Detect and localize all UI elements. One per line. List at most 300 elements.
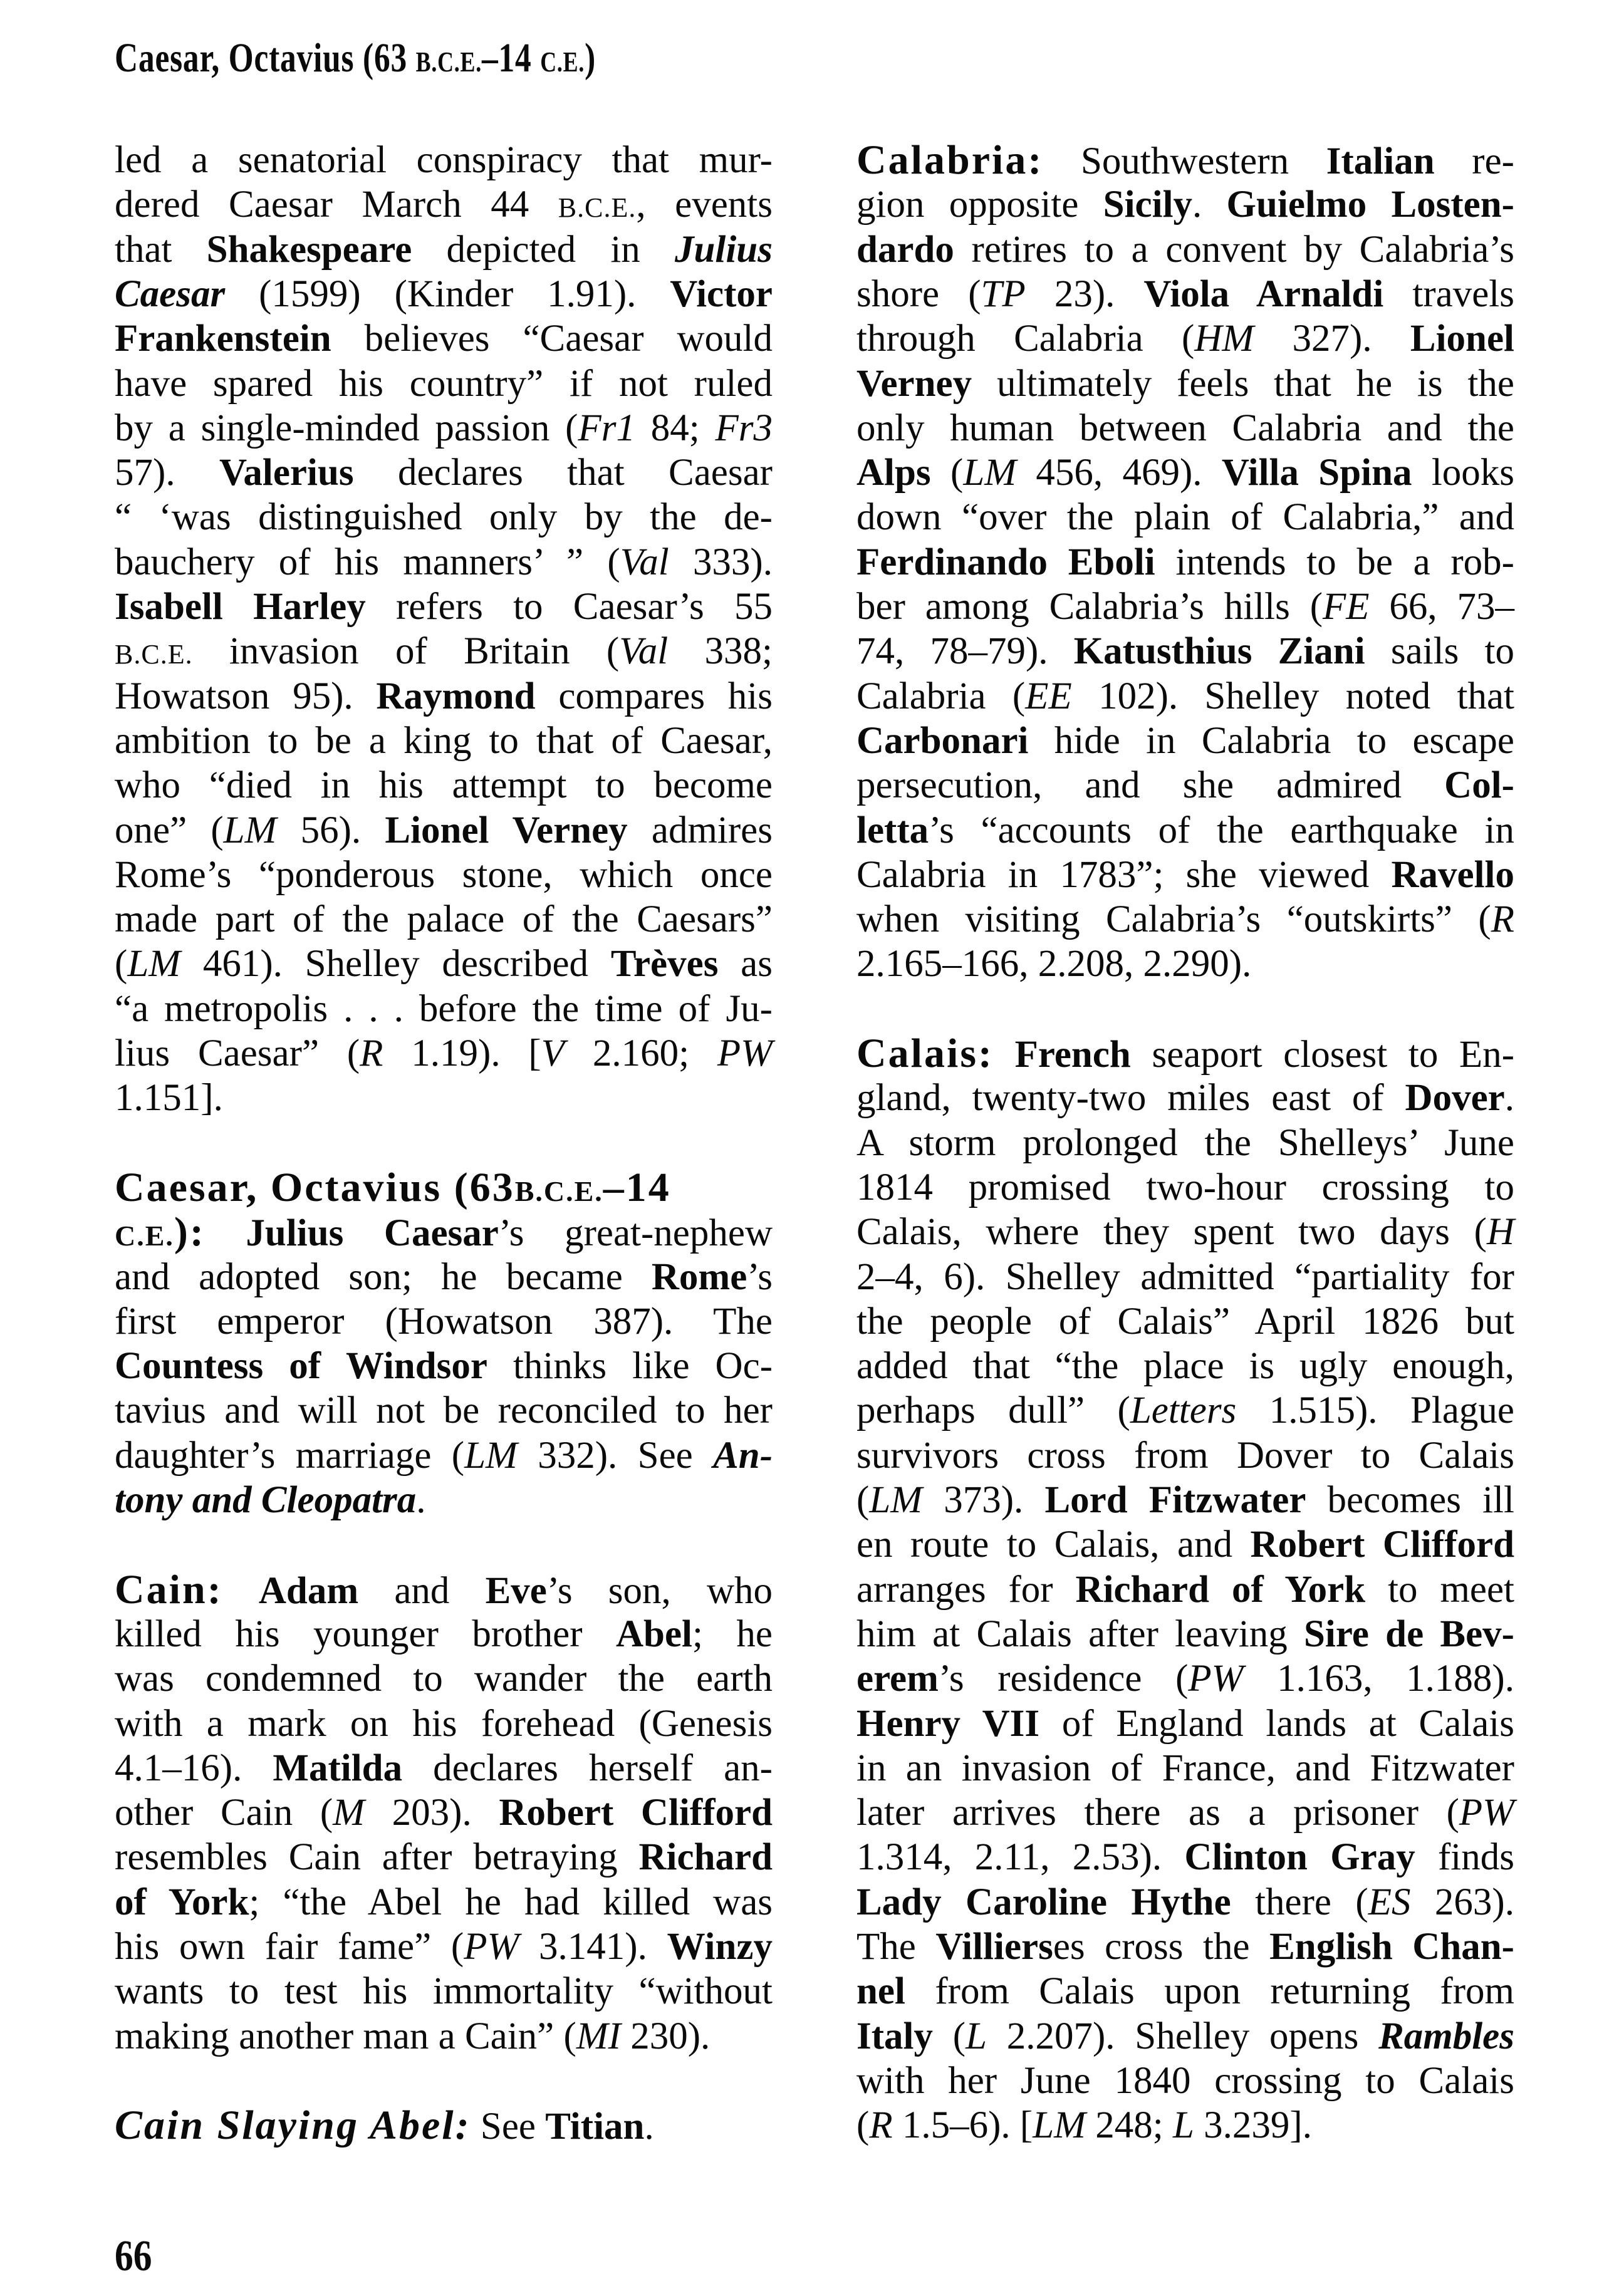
- text-run: 373).: [922, 1479, 1045, 1521]
- italic-title: EE: [1025, 675, 1072, 717]
- text-run: .: [1504, 1077, 1514, 1119]
- entry-text-line: [856, 1790, 1514, 1836]
- text-run: that: [115, 228, 207, 271]
- cross-reference: Frankenstein: [115, 318, 331, 360]
- cross-reference: Shakespeare: [206, 228, 412, 271]
- cross-reference: Ravello: [1391, 853, 1514, 896]
- text-run: shore (: [856, 273, 981, 315]
- entry-text-line: [115, 1031, 773, 1076]
- cross-reference: Abel: [616, 1613, 692, 1655]
- text-run: [994, 1034, 1015, 1076]
- italic-title: Val: [619, 630, 669, 673]
- text-run: dered Caesar March 44: [115, 184, 558, 226]
- cross-reference: French: [1014, 1034, 1131, 1076]
- entry-text-line: [856, 1925, 1514, 1970]
- entry-text-line: [115, 1344, 773, 1389]
- cross-reference: of York: [115, 1881, 249, 1923]
- cross-reference: Verney: [856, 362, 972, 405]
- entry-text-line: [115, 1210, 773, 1255]
- entry-text-line: [856, 182, 1514, 227]
- entry-headword-line: [856, 1031, 1514, 1076]
- italic-title: Rambles: [1378, 2015, 1514, 2057]
- text-run: 2.165–166, 2.208, 2.290).: [856, 943, 1252, 985]
- entry-text-line: [856, 1165, 1514, 1210]
- italic-title: PW: [1459, 1792, 1514, 1834]
- cross-reference: Trèves: [610, 943, 719, 985]
- text-run: have spared his country” if not ruled: [115, 362, 773, 405]
- text-run: 1.151].: [115, 1077, 223, 1119]
- text-run: ’s “accounts of the earthquake in: [929, 809, 1514, 851]
- text-run: ’s son, who: [546, 1569, 773, 1612]
- entry-headword-line: [115, 1567, 773, 1613]
- text-run: 461). Shelley described: [180, 943, 611, 985]
- entry-text-line: [856, 584, 1514, 630]
- text-run: (: [930, 452, 964, 494]
- text-run: 203).: [364, 1792, 499, 1834]
- text-run: there (: [1231, 1881, 1368, 1923]
- entry-text-line: [856, 897, 1514, 942]
- cross-reference: dardo: [856, 228, 954, 271]
- running-head-segment: C.E.: [540, 46, 585, 78]
- entry-text-line: [856, 272, 1514, 317]
- entry-text-line: [115, 1656, 773, 1701]
- text-run: led a senatorial conspiracy that mur-: [115, 139, 773, 181]
- entry-text-line: [856, 808, 1514, 853]
- text-run: 2–4, 6). Shelley admitted “partiality for: [856, 1255, 1514, 1298]
- text-run: ’s: [747, 1255, 773, 1298]
- entry-text-line: [115, 406, 773, 451]
- entry-text-line: [115, 495, 773, 540]
- entry-text-line: [115, 1299, 773, 1344]
- text-run: 23).: [1025, 273, 1144, 315]
- cross-reference: Isabell Harley: [115, 586, 366, 628]
- text-run: other Cain (: [115, 1792, 333, 1834]
- entry-text-line: [856, 1433, 1514, 1478]
- entry-text-line: [856, 2103, 1514, 2148]
- entry-text-line: [115, 629, 773, 674]
- running-head-segment: B.C.E.: [415, 46, 482, 78]
- entry-text-line: [115, 2014, 773, 2059]
- cross-reference: Valerius: [219, 452, 354, 494]
- text-run: ’s great-nephew: [498, 1212, 773, 1255]
- text-run: from Calais upon returning from: [905, 1970, 1514, 2013]
- entry-text-line: [115, 1701, 773, 1747]
- text-run: compares his: [535, 675, 773, 717]
- text-run: him at Calais after leaving: [856, 1613, 1304, 1655]
- entry-text-line: [115, 316, 773, 361]
- text-run: 3.141).: [519, 1926, 667, 1968]
- text-run: admires: [627, 809, 773, 851]
- entry-text-line: [856, 853, 1514, 898]
- text-run: 456, 469).: [1016, 452, 1222, 494]
- text-run: 1.314, 2.11, 2.53).: [856, 1836, 1185, 1879]
- cross-reference: Eve: [485, 1569, 547, 1612]
- cross-reference: Italian: [1326, 140, 1435, 182]
- italic-title: PW: [1188, 1658, 1244, 1700]
- text-run: later arrives there as a prisoner (: [856, 1792, 1459, 1834]
- text-run: 333).: [669, 541, 773, 583]
- cross-reference: Villiers: [935, 1926, 1053, 1968]
- text-run: en route to Calais, and: [856, 1524, 1251, 1566]
- text-run: daughter’s marriage (: [115, 1434, 465, 1477]
- text-run: seaport closest to En-: [1130, 1034, 1515, 1076]
- cross-reference: Viola Arnaldi: [1143, 273, 1384, 315]
- italic-title: LM: [127, 943, 181, 985]
- text-run: [223, 1570, 259, 1612]
- text-run: 1.163, 1.188).: [1243, 1658, 1514, 1700]
- italic-title: M: [333, 1792, 365, 1834]
- text-run: 57).: [115, 452, 219, 494]
- entry-text-line: [115, 674, 773, 719]
- italic-title: Fr1: [578, 407, 635, 449]
- text-run: and adopted son; he became: [115, 1255, 652, 1298]
- text-run: ; he: [692, 1613, 773, 1655]
- entry-text-line: [115, 808, 773, 853]
- text-run: Calabria in 1783”; she viewed: [856, 853, 1392, 896]
- running-head-segment: Caesar, Octavius (63: [115, 35, 416, 81]
- text-run: becomes ill: [1306, 1479, 1514, 1521]
- headword: Caesar, Octavius (63: [115, 1164, 515, 1210]
- text-run: believes “Caesar would: [331, 318, 773, 360]
- text-run: 3.239].: [1194, 2104, 1312, 2147]
- entry-text-line: [856, 1388, 1514, 1433]
- text-run: 1.19). [: [383, 1032, 541, 1074]
- text-run: his own fair fame” (: [115, 1926, 464, 1968]
- text-run: ’s residence (: [938, 1658, 1189, 1700]
- cross-reference: Dover: [1405, 1077, 1505, 1119]
- entry-text-line: [115, 584, 773, 630]
- headword: B.C.E.: [514, 1175, 603, 1207]
- text-run: down “over the plain of Calabria,” and: [856, 496, 1514, 539]
- cross-reference: Sire de Bev-: [1303, 1613, 1514, 1655]
- entry-text-line: [115, 361, 773, 407]
- entry-text-line: [856, 2059, 1514, 2104]
- italic-title: tony and Cleopatra: [115, 1479, 417, 1521]
- text-run: depicted in: [412, 228, 675, 271]
- small-caps-era: B.C.E.: [558, 192, 637, 224]
- entry-text-line: [856, 942, 1514, 987]
- headword: –14: [603, 1164, 671, 1210]
- cross-reference: Henry VII: [856, 1702, 1040, 1745]
- cross-reference: Alps: [856, 452, 931, 494]
- running-head: [115, 36, 628, 80]
- text-run: 84;: [635, 407, 716, 449]
- italic-title: Caesar: [115, 273, 226, 315]
- italic-title: TP: [981, 273, 1026, 315]
- entry-text-line: [856, 227, 1514, 273]
- text-run: (: [115, 943, 128, 985]
- text-run: sails to: [1365, 630, 1514, 673]
- small-caps-era: B.C.E.: [115, 639, 193, 670]
- italic-title: Julius: [674, 228, 773, 271]
- text-run: 102). Shelley noted that: [1071, 675, 1514, 717]
- entry-text-line: [115, 1969, 773, 2014]
- italic-title: Fr3: [715, 407, 773, 449]
- text-run: invasion of Britain (: [192, 630, 620, 673]
- cross-reference: English Chan-: [1269, 1926, 1515, 1968]
- cross-reference: Richard of York: [1075, 1568, 1366, 1611]
- cross-reference: Robert Clifford: [499, 1792, 773, 1834]
- cross-reference: Lionel: [1410, 318, 1514, 360]
- text-run: 4.1–16).: [115, 1747, 273, 1789]
- entry-text-line: [115, 942, 773, 987]
- cross-reference: Winzy: [667, 1926, 773, 1968]
- cross-reference: Ferdinando Eboli: [856, 541, 1155, 583]
- cross-reference: erem: [856, 1658, 939, 1700]
- text-run: persecution, and she admired: [856, 764, 1445, 807]
- cross-reference: Richard: [638, 1836, 773, 1879]
- italic-title: H: [1486, 1211, 1514, 1254]
- text-run: only human between Calabria and the: [856, 407, 1514, 449]
- entry-text-line: [856, 2014, 1514, 2059]
- italic-title: FE: [1323, 586, 1370, 628]
- entry-text-line: [856, 1522, 1514, 1567]
- text-run: who “died in his attempt to become: [115, 764, 773, 807]
- text-run: re-: [1434, 140, 1514, 182]
- entry-text-line: [856, 361, 1514, 407]
- text-run: refers to Caesar’s 55: [365, 586, 773, 628]
- cross-reference: nel: [856, 1970, 905, 2013]
- entry-text-line: [115, 450, 773, 496]
- entry-text-line: [856, 1121, 1514, 1166]
- cross-reference: Lord Fitzwater: [1044, 1479, 1306, 1521]
- entry-text-line: [856, 719, 1514, 764]
- entry-text-line: [115, 1388, 773, 1433]
- entry-text-line: [115, 1255, 773, 1300]
- text-run: tavius and will not be reconciled to her: [115, 1390, 773, 1432]
- text-run: to meet: [1365, 1568, 1514, 1611]
- text-run: as: [718, 943, 773, 985]
- text-run: (: [856, 1479, 870, 1521]
- entry-text-line: [856, 763, 1514, 808]
- text-run: finds: [1415, 1836, 1514, 1879]
- page-number: 66: [115, 2232, 152, 2280]
- italic-title: V: [541, 1032, 565, 1074]
- headword: Cain Slaying Abel:: [115, 2102, 471, 2149]
- entry-text-line: [115, 1478, 773, 1523]
- text-run: ber among Calabria’s hills (: [856, 586, 1323, 628]
- entry-text-line: [856, 1255, 1514, 1300]
- text-run: The: [856, 1926, 936, 1968]
- cross-reference: Victor: [670, 273, 773, 315]
- text-run: hide in Calabria to escape: [1028, 719, 1514, 762]
- text-run: 56).: [276, 809, 385, 851]
- text-run: Southwestern: [1043, 140, 1326, 182]
- entry-text-line: [115, 272, 773, 317]
- italic-title: LM: [869, 1479, 923, 1521]
- entry-text-line: [856, 1880, 1514, 1925]
- cross-reference: Col-: [1444, 764, 1514, 807]
- text-run: made part of the palace of the Caesars”: [115, 898, 773, 941]
- text-run: retires to a convent by Calabria’s: [954, 228, 1514, 271]
- entry-text-line: [115, 1612, 773, 1657]
- text-run: killed his younger brother: [115, 1613, 616, 1655]
- text-run: Howatson 95).: [115, 675, 377, 717]
- text-run: 2.207). Shelley opens: [987, 2015, 1379, 2057]
- text-run: wants to test his immortality “without: [115, 1970, 773, 2013]
- text-run: was condemned to wander the earth: [115, 1658, 773, 1700]
- entry-text-line: [856, 495, 1514, 540]
- text-run: the people of Calais” April 1826 but: [856, 1300, 1514, 1343]
- entry-headword-line: [856, 138, 1514, 183]
- text-run: “a metropolis . . . before the time of Ju-: [115, 987, 773, 1030]
- text-run: thinks like Oc-: [487, 1345, 773, 1388]
- text-run: 248;: [1085, 2104, 1173, 2147]
- text-run: declares that Caesar: [353, 452, 773, 494]
- text-run: lius Caesar” (: [115, 1032, 360, 1074]
- entry-text-line: [115, 227, 773, 273]
- italic-title: ES: [1368, 1881, 1411, 1923]
- entry-headword-line: [115, 138, 773, 183]
- cross-reference: Guielmo Losten-: [1226, 184, 1514, 226]
- text-run: perhaps dull” (: [856, 1390, 1130, 1432]
- text-run: bauchery of his manners’ ” (: [115, 541, 620, 583]
- text-run: Rome’s “ponderous stone, which once: [115, 853, 773, 896]
- entry-text-line: [115, 1835, 773, 1880]
- entry-text-line: [856, 1210, 1514, 1255]
- text-run: ambition to be a king to that of Caesar,: [115, 719, 773, 762]
- text-run: Calabria (: [856, 675, 1026, 717]
- text-run: when visiting Calabria’s “outskirts” (: [856, 898, 1491, 941]
- italic-title: Letters: [1130, 1390, 1237, 1432]
- text-run: .: [1192, 184, 1227, 226]
- entry-text-line: [115, 1790, 773, 1836]
- cross-reference: Julius Caesar: [246, 1212, 499, 1255]
- text-run: gland, twenty-two miles east of: [856, 1077, 1405, 1119]
- text-run: with her June 1840 crossing to Calais: [856, 2059, 1514, 2102]
- italic-title: PW: [717, 1032, 773, 1074]
- cross-reference: Adam: [258, 1569, 359, 1612]
- text-run: making another man a Cain” (: [115, 2015, 576, 2057]
- entry-text-line: [856, 1969, 1514, 2014]
- italic-title: LM: [963, 452, 1017, 494]
- text-run: See: [471, 2106, 546, 2148]
- text-run: (: [856, 2104, 870, 2147]
- cross-reference: Titian: [545, 2106, 645, 2148]
- text-run: resembles Cain after betraying: [115, 1836, 639, 1879]
- entry-text-line: [115, 540, 773, 585]
- entry-text-line: [856, 450, 1514, 496]
- text-run: added that “the place is ugly enough,: [856, 1345, 1514, 1388]
- text-run: intends to be a rob-: [1155, 541, 1514, 583]
- text-run: first emperor (Howatson 387). The: [115, 1300, 773, 1343]
- entry-text-line: [856, 406, 1514, 451]
- text-run: 327).: [1254, 318, 1410, 360]
- italic-title: Val: [620, 541, 669, 583]
- text-run: travels: [1383, 273, 1514, 315]
- text-run: Calais, where they spent two days (: [856, 1211, 1487, 1254]
- entry-text-line: [856, 540, 1514, 585]
- headword: Calais:: [856, 1031, 994, 1076]
- entry-text-line: [115, 1880, 773, 1925]
- text-run: .: [416, 1479, 426, 1521]
- text-run: “ ‘was distinguished only by the de-: [115, 496, 773, 539]
- italic-title: R: [360, 1032, 383, 1074]
- entry-text-line: [856, 629, 1514, 674]
- text-run: 1.5–6). [: [892, 2104, 1033, 2147]
- text-run: ultimately feels that he is the: [972, 362, 1514, 405]
- entry-text-line: [115, 897, 773, 942]
- headword: Cain:: [115, 1566, 223, 1613]
- entry-text-line: [856, 1656, 1514, 1701]
- text-run: through Calabria (: [856, 318, 1195, 360]
- text-run: A storm prolonged the Shelleys’ June: [856, 1121, 1514, 1164]
- text-run: of England lands at Calais: [1039, 1702, 1514, 1745]
- entry-text-line: [115, 1925, 773, 1970]
- cross-reference: Rome: [651, 1255, 747, 1298]
- text-run: 1814 promised two-hour crossing to: [856, 1166, 1514, 1208]
- cross-reference: Robert Clifford: [1250, 1524, 1515, 1566]
- entry-text-line: [115, 853, 773, 898]
- entry-text-line: [115, 1746, 773, 1791]
- cross-reference: Lady Caroline Hythe: [856, 1881, 1231, 1923]
- text-run: with a mark on his forehead (Genesis: [115, 1702, 773, 1745]
- entry-headword-line: [115, 2103, 773, 2148]
- entry-text-line: [856, 1567, 1514, 1613]
- cross-reference: Raymond: [376, 675, 536, 717]
- text-run: arranges for: [856, 1568, 1076, 1611]
- entry-text-line: [856, 1478, 1514, 1523]
- cross-reference: Katusthius Ziani: [1073, 630, 1365, 673]
- entry-text-line: [856, 674, 1514, 719]
- text-run: survivors cross from Dover to Calais: [856, 1434, 1514, 1477]
- entry-text-line: [856, 1746, 1514, 1791]
- headword: C.E.: [115, 1220, 174, 1252]
- italic-title: MI: [576, 2015, 621, 2057]
- cross-reference: Italy: [856, 2015, 933, 2057]
- text-run: one” (: [115, 809, 224, 851]
- text-run: 230).: [620, 2015, 710, 2057]
- cross-reference: Carbonari: [856, 719, 1029, 762]
- text-run: 338;: [668, 630, 773, 673]
- entry-text-line: [856, 1299, 1514, 1344]
- cross-reference: Matilda: [273, 1747, 403, 1789]
- text-run: [206, 1212, 246, 1254]
- text-run: 66, 73–: [1369, 586, 1514, 628]
- cross-reference: Villa Spina: [1221, 452, 1412, 494]
- text-run: by a single-minded passion (: [115, 407, 578, 449]
- entry-text-line: [856, 1076, 1514, 1121]
- italic-title: L: [966, 2015, 987, 2057]
- text-run: and: [358, 1569, 486, 1612]
- italic-title: R: [1491, 898, 1514, 941]
- entry-text-line: [115, 763, 773, 808]
- italic-title: An-: [713, 1434, 773, 1477]
- cross-reference: Sicily: [1103, 184, 1193, 226]
- cross-reference: Countess of Windsor: [115, 1345, 487, 1388]
- entry-text-line: [115, 987, 773, 1032]
- headword: Calabria:: [856, 137, 1044, 183]
- italic-title: LM: [223, 809, 277, 851]
- entry-text-line: [856, 316, 1514, 361]
- entry-headword-line: [115, 1165, 773, 1210]
- text-run: es cross the: [1053, 1926, 1270, 1968]
- cross-reference: letta: [856, 809, 929, 851]
- text-run: ; “the Abel he had killed was: [249, 1881, 773, 1923]
- text-run: 74, 78–79).: [856, 630, 1074, 673]
- cross-reference: Clinton Gray: [1184, 1836, 1415, 1879]
- text-run: 263).: [1410, 1881, 1514, 1923]
- entry-text-line: [856, 1835, 1514, 1880]
- entry-text-line: [856, 1344, 1514, 1389]
- text-run: in an invasion of France, and Fitzwater: [856, 1747, 1514, 1789]
- text-run: (: [933, 2015, 966, 2057]
- text-run: gion opposite: [856, 184, 1103, 226]
- running-head-segment: –14: [482, 35, 541, 81]
- text-run: (1599) (Kinder 1.91).: [225, 273, 670, 315]
- text-run: 2.160;: [565, 1032, 717, 1074]
- italic-title: R: [869, 2104, 893, 2147]
